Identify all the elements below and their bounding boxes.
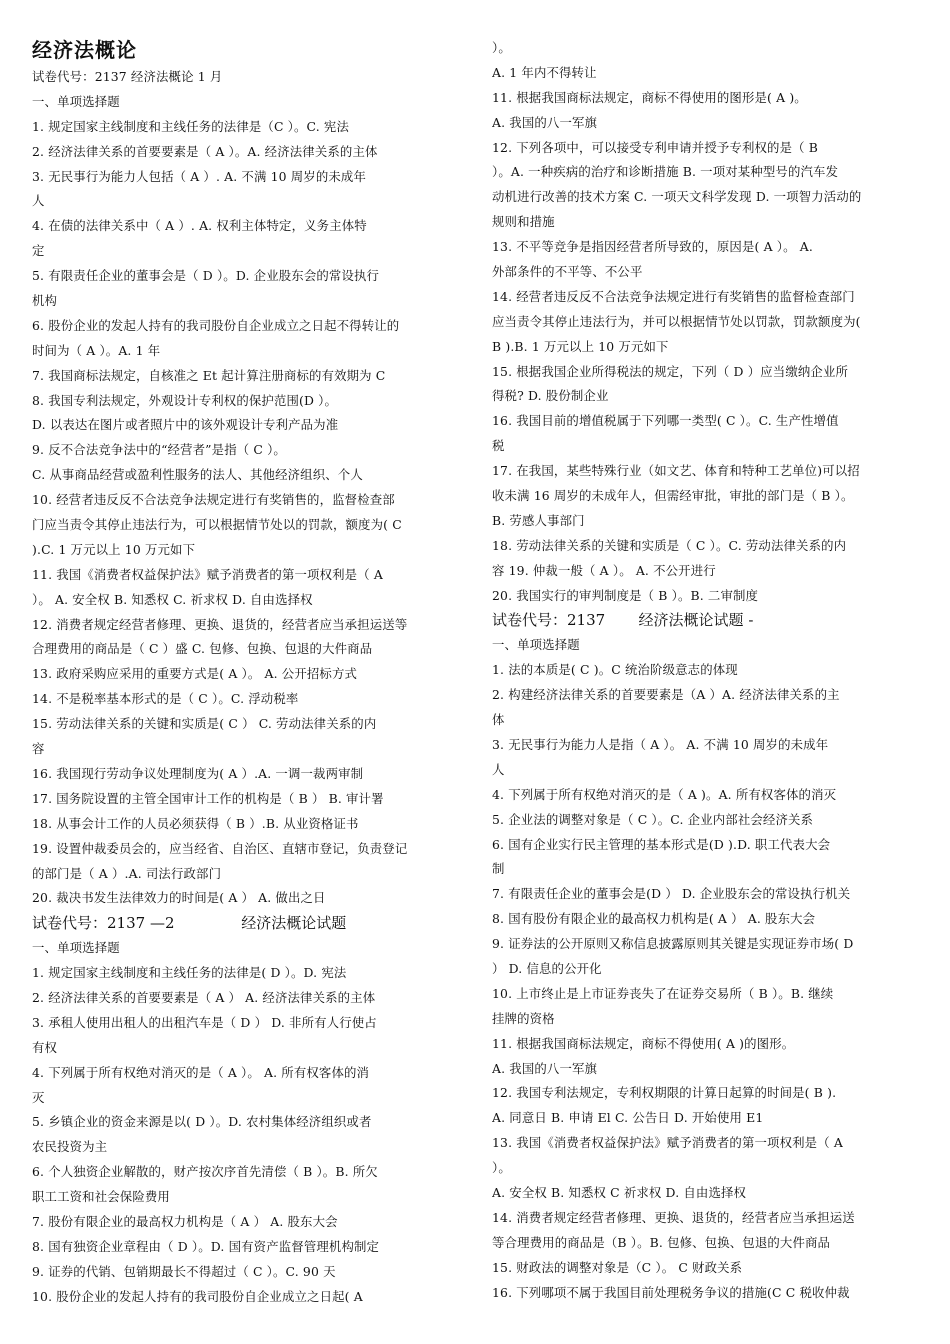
document-title: 经济法概论 — [32, 38, 137, 62]
text-line: 外部条件的不平等、不公平 — [492, 264, 643, 280]
text-line: 8. 国有股份有限企业的最高权力机构是( A ） A. 股东大会 — [492, 911, 816, 927]
text-line: 17. 在我国，某些特殊行业（如文艺、体育和特种工艺单位)可以招 — [492, 463, 860, 479]
text-line: 9. 证券的代销、包销期最长不得超过（ C ）。C. 90 天 — [32, 1263, 336, 1279]
right-column — [492, 36, 920, 1305]
text-line: ）。A. 一种疾病的治疗和诊断措施 B. 一项对某种型号的汽车发 — [492, 164, 839, 180]
text-line: 3. 无民事行为能力人包括（ A ）. A. 不满 10 周岁的未成年 — [32, 168, 366, 184]
text-line: 得税? D. 股份制企业 — [492, 388, 609, 404]
text-line: ）。 — [492, 1160, 511, 1176]
text-line: 1. 规定国家主线制度和主线任务的法律是( D ）。D. 宪法 — [32, 965, 347, 981]
text-line: 容 19. 仲裁一般（ A ）。 A. 不公开进行 — [492, 562, 716, 578]
text-line: 10. 经营者违反反不合法竞争法规定进行有奖销售的，监督检查部 — [32, 492, 395, 508]
text-line: 门应当责令其停止违法行为，可以根据情节处以的罚款，额度为( C — [32, 517, 402, 533]
text-line: 税 — [492, 438, 505, 454]
text-line: 20. 我国实行的审判制度是（ B ）。B. 二审制度 — [492, 587, 759, 603]
text-line: 17. 国务院设置的主管全国审计工作的机构是（ B ） B. 审计署 — [32, 790, 384, 806]
text-line: 16. 我国目前的增值税属于下列哪一类型( C ）。C. 生产性增值 — [492, 413, 839, 429]
text-line: 灭 — [32, 1089, 45, 1105]
text-line: C. 从事商品经营或盈利性服务的法人、其他经济组织、个人 — [32, 467, 363, 483]
text-line: 一、单项选择题 — [492, 637, 580, 653]
right-lines-a — [492, 36, 920, 608]
text-line: 收未满 16 周岁的未成年人，但需经审批，审批的部门是（ B ）。 — [492, 488, 854, 504]
text-line: 有权 — [32, 1039, 58, 1055]
text-line: 15. 根据我国企业所得税法的规定，下列（ D ）应当缴纳企业所 — [492, 363, 849, 379]
text-line: A. 1 年内不得转让 — [492, 64, 597, 80]
left-lines-a — [32, 65, 460, 911]
text-line: 12. 下列各项中，可以接受专利申请并授予专利权的是（ B — [492, 139, 819, 155]
text-line: 10. 股份企业的发起人持有的我司股份自企业成立之日起( A — [32, 1288, 363, 1304]
text-line: ).C. 1 万元以上 10 万元如下 — [32, 541, 196, 557]
text-line: 6. 国有企业实行民主管理的基本形式是(D ).D. 职工代表大会 — [492, 836, 831, 852]
text-line: 16. 我国现行劳动争议处理制度为( A ）.A. 一调一裁两审制 — [32, 765, 364, 781]
text-line: B. 劳感人事部门 — [492, 512, 585, 528]
text-line: D. 以表达在图片或者照片中的该外观设计专利产品为准 — [32, 417, 339, 433]
text-line: 1. 规定国家主线制度和主线任务的法律是（C ）。C. 宪法 — [32, 118, 349, 134]
left-section-heading: 试卷代号：2137 —2 经济法概论试题 — [32, 914, 347, 933]
text-line: 体 — [492, 712, 505, 728]
text-line: 7. 股份有限企业的最高权力机构是（ A ） A. 股东大会 — [32, 1213, 338, 1229]
text-line: 14. 不是税率基本形式的是（ C ）。C. 浮动税率 — [32, 691, 299, 707]
text-line: 12. 消费者规定经营者修理、更换、退货的，经营者应当承担运送等 — [32, 616, 408, 632]
text-line: 规则和措施 — [492, 214, 555, 230]
text-line: 2. 经济法律关系的首要要素是（ A ） A. 经济法律关系的主体 — [32, 989, 376, 1005]
text-line: ）。 A. 安全权 B. 知悉权 C. 祈求权 D. 自由选择权 — [32, 591, 313, 607]
text-line: B ).B. 1 万元以上 10 万元如下 — [492, 338, 669, 354]
text-line: 9. 证券法的公开原则又称信息披露原则其关键是实现证券市场( D — [492, 936, 854, 952]
text-line: 15. 财政法的调整对象是（C ）。 C 财政关系 — [492, 1259, 743, 1275]
text-line: 16. 下列哪项不属于我国目前处理税务争议的措施(C C 税收仲裁 — [492, 1284, 850, 1300]
text-line: 13. 我国《消费者权益保护法》赋予消费者的第一项权利是（ A — [492, 1135, 843, 1151]
text-line: 14. 消费者规定经营者修理、更换、退货的，经营者应当承担运送 — [492, 1209, 855, 1225]
text-line: 13. 不平等竞争是指因经营者所导致的，原因是( A ）。 A. — [492, 239, 813, 255]
text-line: 定 — [32, 243, 45, 259]
text-line: 8. 国有独资企业章程由（ D ）。D. 国有资产监督管理机构制定 — [32, 1238, 380, 1254]
text-line: 等合理费用的商品是（B ）。B. 包修、包换、包退的大件商品 — [492, 1234, 831, 1250]
text-line: 4. 下列属于所有权绝对消灭的是（ A )。A. 所有权客体的消灭 — [492, 786, 837, 802]
text-line: 8. 我国专利法规定，外观设计专利权的保护范围(D ）。 — [32, 392, 338, 408]
text-line: 人 — [32, 193, 45, 209]
text-line: 18. 从事会计工作的人员必须获得（ B ）.B. 从业资格证书 — [32, 815, 359, 831]
text-line: 11. 根据我国商标法规定，商标不得使用的图形是( A )。 — [492, 89, 807, 105]
text-line: 3. 无民事行为能力人是指（ A ）。 A. 不满 10 周岁的未成年 — [492, 736, 829, 752]
text-line: 一、单项选择题 — [32, 93, 120, 109]
text-line: ） D. 信息的公开化 — [492, 960, 602, 976]
text-line: 动机进行改善的技术方案 C. 一项天文科学发现 D. 一项智力活动的 — [492, 189, 862, 205]
text-line: 容 — [32, 741, 45, 757]
text-line: 职工工资和社会保险费用 — [32, 1189, 170, 1205]
text-line: 11. 我国《消费者权益保护法》赋予消费者的第一项权利是（ A — [32, 566, 383, 582]
text-line: 19. 设置仲裁委员会的，应当经省、自治区、直辖市登记，负责登记 — [32, 840, 408, 856]
text-line: 20. 裁决书发生法律效力的时间是( A ） A. 做出之日 — [32, 890, 326, 906]
text-line: 6. 个人独资企业解散的，财产按次序首先清偿（ B ）。B. 所欠 — [32, 1164, 378, 1180]
text-line: 10. 上市终止是上市证券丧失了在证券交易所（ B ）。B. 继续 — [492, 985, 834, 1001]
text-line: 机构 — [32, 293, 58, 309]
text-line: 9. 反不合法竞争法中的“经营者”是指（ C ）。 — [32, 442, 286, 458]
text-line: 时间为（ A ）。A. 1 年 — [32, 342, 161, 358]
text-line: 人 — [492, 761, 505, 777]
text-line: 制 — [492, 861, 505, 877]
text-line: ）。 — [492, 40, 511, 55]
right-section-heading: 试卷代号：2137 经济法概论试题 - — [492, 611, 754, 630]
text-line: 1. 法的本质是( C )。C 统治阶级意志的体现 — [492, 662, 738, 678]
left-lines-b — [32, 936, 460, 1309]
left-column — [32, 36, 460, 1310]
text-line: 2. 构建经济法律关系的首要要素是（A ）A. 经济法律关系的主 — [492, 687, 840, 703]
text-line: 6. 股份企业的发起人持有的我司股份自企业成立之日起不得转让的 — [32, 317, 400, 333]
text-line: 7. 有限责任企业的董事会是(D ） D. 企业股东会的常设执行机关 — [492, 886, 851, 902]
text-line: 7. 我国商标法规定，自核准之 Et 起计算注册商标的有效期为 C — [32, 367, 386, 383]
text-line: 12. 我国专利法规定，专利权期限的计算日起算的时间是( B ). — [492, 1085, 837, 1101]
right-lines-b — [492, 633, 920, 1305]
text-line: 一、单项选择题 — [32, 940, 120, 956]
text-line: 试卷代号：2137 经济法概论 1 月 — [32, 69, 223, 84]
text-line: 农民投资为主 — [32, 1139, 108, 1155]
text-line: 18. 劳动法律关系的关键和实质是（ C ）。C. 劳动法律关系的内 — [492, 537, 847, 553]
text-line: A. 安全权 B. 知悉权 C 祈求权 D. 自由选择权 — [492, 1184, 747, 1200]
text-line: 15. 劳动法律关系的关键和实质是( C ） C. 劳动法律关系的内 — [32, 716, 377, 732]
text-line: 11. 根据我国商标法规定，商标不得使用( A )的图形。 — [492, 1035, 795, 1051]
text-line: 4. 在债的法律关系中（ A ）. A. 权利主体特定，义务主体特 — [32, 218, 367, 234]
text-line: 3. 承租人使用出租人的出租汽车是（ D ） D. 非所有人行使占 — [32, 1014, 377, 1030]
text-line: A. 我国的八一军旗 — [492, 1060, 598, 1076]
text-line: 14. 经营者违反反不合法竞争法规定进行有奖销售的监督检查部门 — [492, 288, 855, 304]
text-line: 挂牌的资格 — [492, 1010, 555, 1026]
text-line: 5. 有限责任企业的董事会是（ D ）。D. 企业股东会的常设执行 — [32, 268, 380, 284]
text-line: 13. 政府采购应采用的重要方式是( A ）。 A. 公开招标方式 — [32, 666, 358, 682]
text-line: 5. 企业法的调整对象是（ C ）。C. 企业内部社会经济关系 — [492, 811, 814, 827]
text-line: 应当责令其停止违法行为，并可以根据情节处以罚款，罚款额度为( — [492, 313, 861, 329]
text-line: 5. 乡镇企业的资金来源是以( D ）。D. 农村集体经济组织或者 — [32, 1114, 372, 1130]
text-line: 合理费用的商品是（ C ）盛 C. 包修、包换、包退的大件商品 — [32, 641, 373, 657]
text-line: A. 同意日 B. 申请 El C. 公告日 D. 开始使用 E1 — [492, 1110, 764, 1126]
text-line: 的部门是（ A ）.A. 司法行政部门 — [32, 865, 222, 881]
text-line: 4. 下列属于所有权绝对消灭的是（ A ）。 A. 所有权客体的消 — [32, 1064, 370, 1080]
text-line: 2. 经济法律关系的首要要素是（ A ）。A. 经济法律关系的主体 — [32, 143, 378, 159]
text-line: A. 我国的八一军旗 — [492, 114, 598, 130]
